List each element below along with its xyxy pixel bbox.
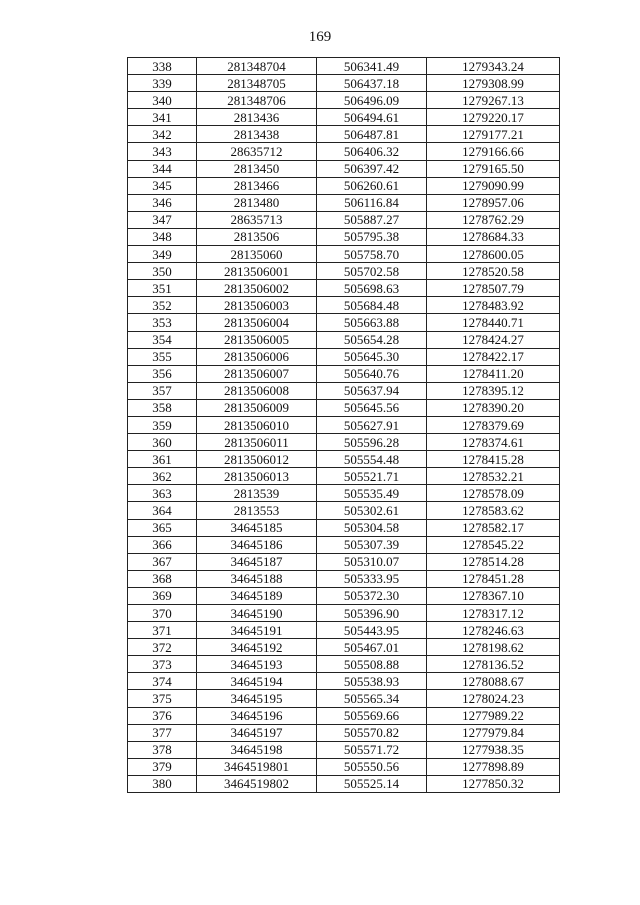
y-coordinate-cell: 1279267.13 [427,92,560,109]
table-row [128,92,560,109]
y-coordinate-cell: 1278957.06 [427,194,560,211]
point-number-cell: 344 [128,160,197,177]
point-id-cell: 2813553 [197,502,317,519]
y-coordinate-cell: 1278483.92 [427,297,560,314]
y-coordinate-cell: 1278415.28 [427,451,560,468]
point-id-cell: 2813506007 [197,365,317,382]
table-row [128,724,560,741]
y-coordinate-cell: 1278583.62 [427,502,560,519]
x-coordinate-cell: 505310.07 [317,553,427,570]
table-row [128,75,560,92]
x-coordinate-cell: 505396.90 [317,605,427,622]
point-id-cell: 2813506006 [197,348,317,365]
point-id-cell: 34645190 [197,605,317,622]
point-id-cell: 2813480 [197,194,317,211]
point-number-cell: 342 [128,126,197,143]
table-row [128,434,560,451]
table-row [128,553,560,570]
point-id-cell: 34645192 [197,639,317,656]
x-coordinate-cell: 506406.32 [317,143,427,160]
table-row [128,314,560,331]
point-id-cell: 2813506011 [197,434,317,451]
table-row [128,519,560,536]
point-number-cell: 369 [128,587,197,604]
x-coordinate-cell: 505645.30 [317,348,427,365]
point-id-cell: 281348706 [197,92,317,109]
x-coordinate-cell: 505637.94 [317,382,427,399]
point-number-cell: 346 [128,194,197,211]
point-number-cell: 367 [128,553,197,570]
table-row [128,194,560,211]
x-coordinate-cell: 505554.48 [317,451,427,468]
point-id-cell: 3464519801 [197,758,317,775]
point-id-cell: 34645187 [197,553,317,570]
page-number: 169 [308,29,332,45]
y-coordinate-cell: 1278507.79 [427,280,560,297]
point-id-cell: 2813450 [197,160,317,177]
table-row [128,775,560,792]
x-coordinate-cell: 506487.81 [317,126,427,143]
point-id-cell: 2813506008 [197,382,317,399]
x-coordinate-cell: 505663.88 [317,314,427,331]
table-row [128,263,560,280]
point-id-cell: 2813506001 [197,263,317,280]
point-number-cell: 361 [128,451,197,468]
point-number-cell: 380 [128,775,197,792]
x-coordinate-cell: 505654.28 [317,331,427,348]
table-row [128,211,560,228]
point-number-cell: 378 [128,741,197,758]
x-coordinate-cell: 505569.66 [317,707,427,724]
point-id-cell: 34645198 [197,741,317,758]
table-row [128,58,560,75]
x-coordinate-cell: 505684.48 [317,297,427,314]
y-coordinate-cell: 1278246.63 [427,622,560,639]
x-coordinate-cell: 505698.63 [317,280,427,297]
point-id-cell: 2813506 [197,228,317,245]
table-row [128,160,560,177]
point-id-cell: 3464519802 [197,775,317,792]
point-number-cell: 359 [128,416,197,433]
table-row [128,741,560,758]
x-coordinate-cell: 505645.56 [317,399,427,416]
y-coordinate-cell: 1278545.22 [427,536,560,553]
x-coordinate-cell: 505304.58 [317,519,427,536]
table-row [128,673,560,690]
point-id-cell: 2813506012 [197,451,317,468]
x-coordinate-cell: 505627.91 [317,416,427,433]
y-coordinate-cell: 1277938.35 [427,741,560,758]
point-number-cell: 340 [128,92,197,109]
point-id-cell: 34645191 [197,622,317,639]
point-id-cell: 34645188 [197,570,317,587]
y-coordinate-cell: 1278411.20 [427,365,560,382]
x-coordinate-cell: 505550.56 [317,758,427,775]
y-coordinate-cell: 1279090.99 [427,177,560,194]
point-number-cell: 376 [128,707,197,724]
y-coordinate-cell: 1277989.22 [427,707,560,724]
point-id-cell: 34645197 [197,724,317,741]
y-coordinate-cell: 1279308.99 [427,75,560,92]
x-coordinate-cell: 506260.61 [317,177,427,194]
table-row [128,707,560,724]
point-number-cell: 339 [128,75,197,92]
table-row [128,485,560,502]
x-coordinate-cell: 505467.01 [317,639,427,656]
point-number-cell: 356 [128,365,197,382]
x-coordinate-cell: 505702.58 [317,263,427,280]
table-row [128,126,560,143]
x-coordinate-cell: 505535.49 [317,485,427,502]
x-coordinate-cell: 505372.30 [317,587,427,604]
y-coordinate-cell: 1279220.17 [427,109,560,126]
table-row [128,109,560,126]
table-row [128,416,560,433]
x-coordinate-cell: 505443.95 [317,622,427,639]
point-number-cell: 338 [128,58,197,75]
point-id-cell: 281348705 [197,75,317,92]
table-row [128,656,560,673]
y-coordinate-cell: 1278088.67 [427,673,560,690]
point-id-cell: 28635713 [197,211,317,228]
point-number-cell: 352 [128,297,197,314]
y-coordinate-cell: 1279343.24 [427,58,560,75]
point-number-cell: 353 [128,314,197,331]
y-coordinate-cell: 1278520.58 [427,263,560,280]
x-coordinate-cell: 506397.42 [317,160,427,177]
point-number-cell: 343 [128,143,197,160]
table-row [128,246,560,263]
point-id-cell: 2813539 [197,485,317,502]
table-row [128,758,560,775]
point-number-cell: 358 [128,399,197,416]
table-row [128,570,560,587]
x-coordinate-cell: 505333.95 [317,570,427,587]
x-coordinate-cell: 506437.18 [317,75,427,92]
table-row [128,365,560,382]
x-coordinate-cell: 505596.28 [317,434,427,451]
point-number-cell: 345 [128,177,197,194]
table-row [128,605,560,622]
point-id-cell: 34645195 [197,690,317,707]
point-number-cell: 350 [128,263,197,280]
table-row [128,690,560,707]
table-row [128,639,560,656]
point-number-cell: 375 [128,690,197,707]
point-id-cell: 281348704 [197,58,317,75]
y-coordinate-cell: 1279166.66 [427,143,560,160]
point-id-cell: 2813506013 [197,468,317,485]
table-row [128,348,560,365]
point-number-cell: 370 [128,605,197,622]
point-id-cell: 28635712 [197,143,317,160]
x-coordinate-cell: 505570.82 [317,724,427,741]
y-coordinate-cell: 1278582.17 [427,519,560,536]
x-coordinate-cell: 505508.88 [317,656,427,673]
point-id-cell: 2813506003 [197,297,317,314]
point-id-cell: 2813506004 [197,314,317,331]
y-coordinate-cell: 1279177.21 [427,126,560,143]
point-id-cell: 34645189 [197,587,317,604]
y-coordinate-cell: 1278379.69 [427,416,560,433]
table-row [128,382,560,399]
point-number-cell: 379 [128,758,197,775]
y-coordinate-cell: 1278532.21 [427,468,560,485]
table-row [128,468,560,485]
x-coordinate-cell: 506494.61 [317,109,427,126]
y-coordinate-cell: 1278424.27 [427,331,560,348]
y-coordinate-cell: 1278600.05 [427,246,560,263]
x-coordinate-cell: 506496.09 [317,92,427,109]
table-row [128,143,560,160]
y-coordinate-cell: 1278374.61 [427,434,560,451]
x-coordinate-cell: 505795.38 [317,228,427,245]
point-number-cell: 362 [128,468,197,485]
y-coordinate-cell: 1278024.23 [427,690,560,707]
table-body [128,58,560,793]
y-coordinate-cell: 1278451.28 [427,570,560,587]
point-id-cell: 2813438 [197,126,317,143]
x-coordinate-cell: 505565.34 [317,690,427,707]
point-id-cell: 34645194 [197,673,317,690]
table-row [128,177,560,194]
table-row [128,228,560,245]
point-number-cell: 368 [128,570,197,587]
table-row [128,297,560,314]
point-id-cell: 2813466 [197,177,317,194]
point-number-cell: 357 [128,382,197,399]
point-number-cell: 347 [128,211,197,228]
point-id-cell: 2813506002 [197,280,317,297]
x-coordinate-cell: 505302.61 [317,502,427,519]
y-coordinate-cell: 1278390.20 [427,399,560,416]
table-row [128,622,560,639]
point-number-cell: 366 [128,536,197,553]
y-coordinate-cell: 1277850.32 [427,775,560,792]
point-number-cell: 372 [128,639,197,656]
y-coordinate-cell: 1278684.33 [427,228,560,245]
x-coordinate-cell: 505307.39 [317,536,427,553]
y-coordinate-cell: 1278367.10 [427,587,560,604]
table-row [128,536,560,553]
x-coordinate-cell: 505640.76 [317,365,427,382]
table-row [128,451,560,468]
x-coordinate-cell: 506116.84 [317,194,427,211]
y-coordinate-cell: 1278422.17 [427,348,560,365]
point-number-cell: 371 [128,622,197,639]
x-coordinate-cell: 505525.14 [317,775,427,792]
y-coordinate-cell: 1277898.89 [427,758,560,775]
table-row [128,502,560,519]
x-coordinate-cell: 506341.49 [317,58,427,75]
point-id-cell: 2813506009 [197,399,317,416]
point-id-cell: 34645185 [197,519,317,536]
y-coordinate-cell: 1277979.84 [427,724,560,741]
point-id-cell: 2813436 [197,109,317,126]
x-coordinate-cell: 505538.93 [317,673,427,690]
point-id-cell: 28135060 [197,246,317,263]
table-row [128,280,560,297]
y-coordinate-cell: 1278395.12 [427,382,560,399]
point-number-cell: 363 [128,485,197,502]
point-id-cell: 34645196 [197,707,317,724]
table-row [128,331,560,348]
y-coordinate-cell: 1278762.29 [427,211,560,228]
x-coordinate-cell: 505758.70 [317,246,427,263]
point-number-cell: 349 [128,246,197,263]
y-coordinate-cell: 1279165.50 [427,160,560,177]
point-id-cell: 34645193 [197,656,317,673]
coordinates-table [127,57,560,793]
point-number-cell: 355 [128,348,197,365]
table-row [128,399,560,416]
point-number-cell: 364 [128,502,197,519]
y-coordinate-cell: 1278198.62 [427,639,560,656]
y-coordinate-cell: 1278136.52 [427,656,560,673]
point-number-cell: 341 [128,109,197,126]
point-number-cell: 360 [128,434,197,451]
y-coordinate-cell: 1278514.28 [427,553,560,570]
y-coordinate-cell: 1278440.71 [427,314,560,331]
y-coordinate-cell: 1278578.09 [427,485,560,502]
x-coordinate-cell: 505571.72 [317,741,427,758]
y-coordinate-cell: 1278317.12 [427,605,560,622]
point-number-cell: 348 [128,228,197,245]
point-id-cell: 34645186 [197,536,317,553]
point-number-cell: 351 [128,280,197,297]
point-number-cell: 365 [128,519,197,536]
point-id-cell: 2813506010 [197,416,317,433]
x-coordinate-cell: 505887.27 [317,211,427,228]
x-coordinate-cell: 505521.71 [317,468,427,485]
table-row [128,587,560,604]
point-number-cell: 374 [128,673,197,690]
point-number-cell: 377 [128,724,197,741]
point-number-cell: 354 [128,331,197,348]
point-number-cell: 373 [128,656,197,673]
point-id-cell: 2813506005 [197,331,317,348]
